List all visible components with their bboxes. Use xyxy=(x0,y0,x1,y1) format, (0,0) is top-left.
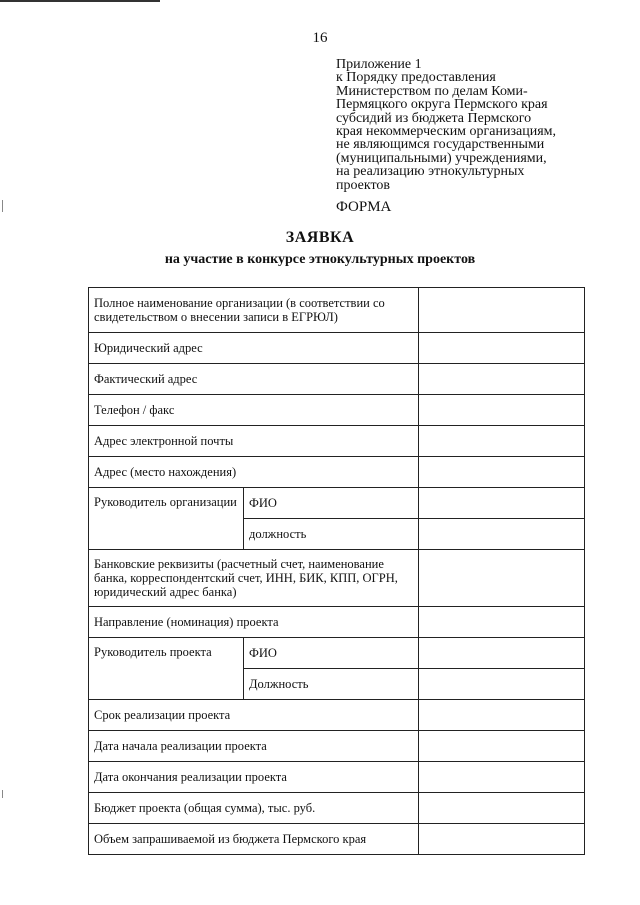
value-cell[interactable] xyxy=(419,607,585,638)
page-number: 16 xyxy=(312,30,328,46)
row-label: Адрес электронной почты xyxy=(89,426,419,457)
document-subtitle: на участие в конкурсе этнокультурных проектов xyxy=(164,252,476,267)
table-row xyxy=(89,793,585,824)
table-row xyxy=(89,333,585,364)
appendix-line: не являющимся государственными xyxy=(336,137,545,153)
table-row xyxy=(89,488,585,519)
scan-margin-mark xyxy=(2,790,3,798)
row-label: Дата окончания реализации проекта xyxy=(89,762,419,793)
document-title: ЗАЯВКА xyxy=(285,229,355,246)
table-row xyxy=(89,824,585,855)
table-row xyxy=(89,395,585,426)
appendix-line: (муниципальными) учреждениями, xyxy=(336,150,547,166)
value-cell[interactable] xyxy=(419,457,585,488)
row-label: Срок реализации проекта xyxy=(89,700,419,731)
scan-edge-line xyxy=(0,0,160,2)
appendix-line: Приложение 1 xyxy=(336,57,422,72)
table-row xyxy=(89,700,585,731)
sub-label: ФИО xyxy=(244,638,419,669)
value-cell[interactable] xyxy=(419,669,585,700)
table-row xyxy=(89,364,585,395)
appendix-line: проектов xyxy=(336,177,391,193)
row-label: Направление (номинация) проекта xyxy=(89,607,419,638)
value-cell[interactable] xyxy=(419,700,585,731)
table-row xyxy=(89,731,585,762)
value-cell[interactable] xyxy=(419,824,585,855)
appendix-line: субсидий из бюджета Пермского xyxy=(336,110,532,126)
value-cell[interactable] xyxy=(419,364,585,395)
table-row xyxy=(89,638,585,669)
sub-label: должность xyxy=(244,519,419,550)
value-cell[interactable] xyxy=(419,638,585,669)
appendix-line: края некоммерческим организациям, xyxy=(336,124,557,140)
table-row xyxy=(89,457,585,488)
table-row xyxy=(89,607,585,638)
value-cell[interactable] xyxy=(419,426,585,457)
appendix-line: к Порядку предоставления xyxy=(336,70,496,86)
sub-label: ФИО xyxy=(244,488,419,519)
row-label: Руководитель проекта xyxy=(89,638,244,700)
value-cell[interactable] xyxy=(419,793,585,824)
appendix-line: Министерством по делам Коми- xyxy=(336,83,528,99)
table-row xyxy=(89,762,585,793)
value-cell[interactable] xyxy=(419,762,585,793)
value-cell[interactable] xyxy=(419,333,585,364)
value-cell[interactable] xyxy=(419,395,585,426)
table-row xyxy=(89,550,585,607)
row-label: Полное наименование организации (в соответствии со свидетельством о внесении записи в ЕГРЮЛ) xyxy=(89,288,419,333)
appendix-line: на реализацию этнокультурных xyxy=(336,164,525,180)
row-label: Дата начала реализации проекта xyxy=(89,731,419,762)
table-row xyxy=(89,288,585,333)
application-form-table xyxy=(88,287,585,855)
appendix-block xyxy=(336,58,606,192)
value-cell[interactable] xyxy=(419,488,585,519)
row-label: Руководитель организации xyxy=(89,488,244,550)
sub-label: Должность xyxy=(244,669,419,700)
row-label: Бюджет проекта (общая сумма), тыс. руб. xyxy=(89,793,419,824)
table-row xyxy=(89,426,585,457)
form-label: ФОРМА xyxy=(336,199,392,215)
scan-margin-mark xyxy=(2,200,3,212)
row-label: Фактический адрес xyxy=(89,364,419,395)
row-label: Адрес (место нахождения) xyxy=(89,457,419,488)
value-cell[interactable] xyxy=(419,288,585,333)
value-cell[interactable] xyxy=(419,731,585,762)
row-label: Телефон / факс xyxy=(89,395,419,426)
row-label: Банковские реквизиты (расчетный счет, наименование банка, корреспондентский счет, ИНН, БИК, КПП, ОГРН, юридический адрес банка) xyxy=(89,550,419,607)
value-cell[interactable] xyxy=(419,550,585,607)
row-label: Юридический адрес xyxy=(89,333,419,364)
appendix-line: Пермяцкого округа Пермского края xyxy=(336,97,548,113)
value-cell[interactable] xyxy=(419,519,585,550)
row-label: Объем запрашиваемой из бюджета Пермского края xyxy=(89,824,419,855)
